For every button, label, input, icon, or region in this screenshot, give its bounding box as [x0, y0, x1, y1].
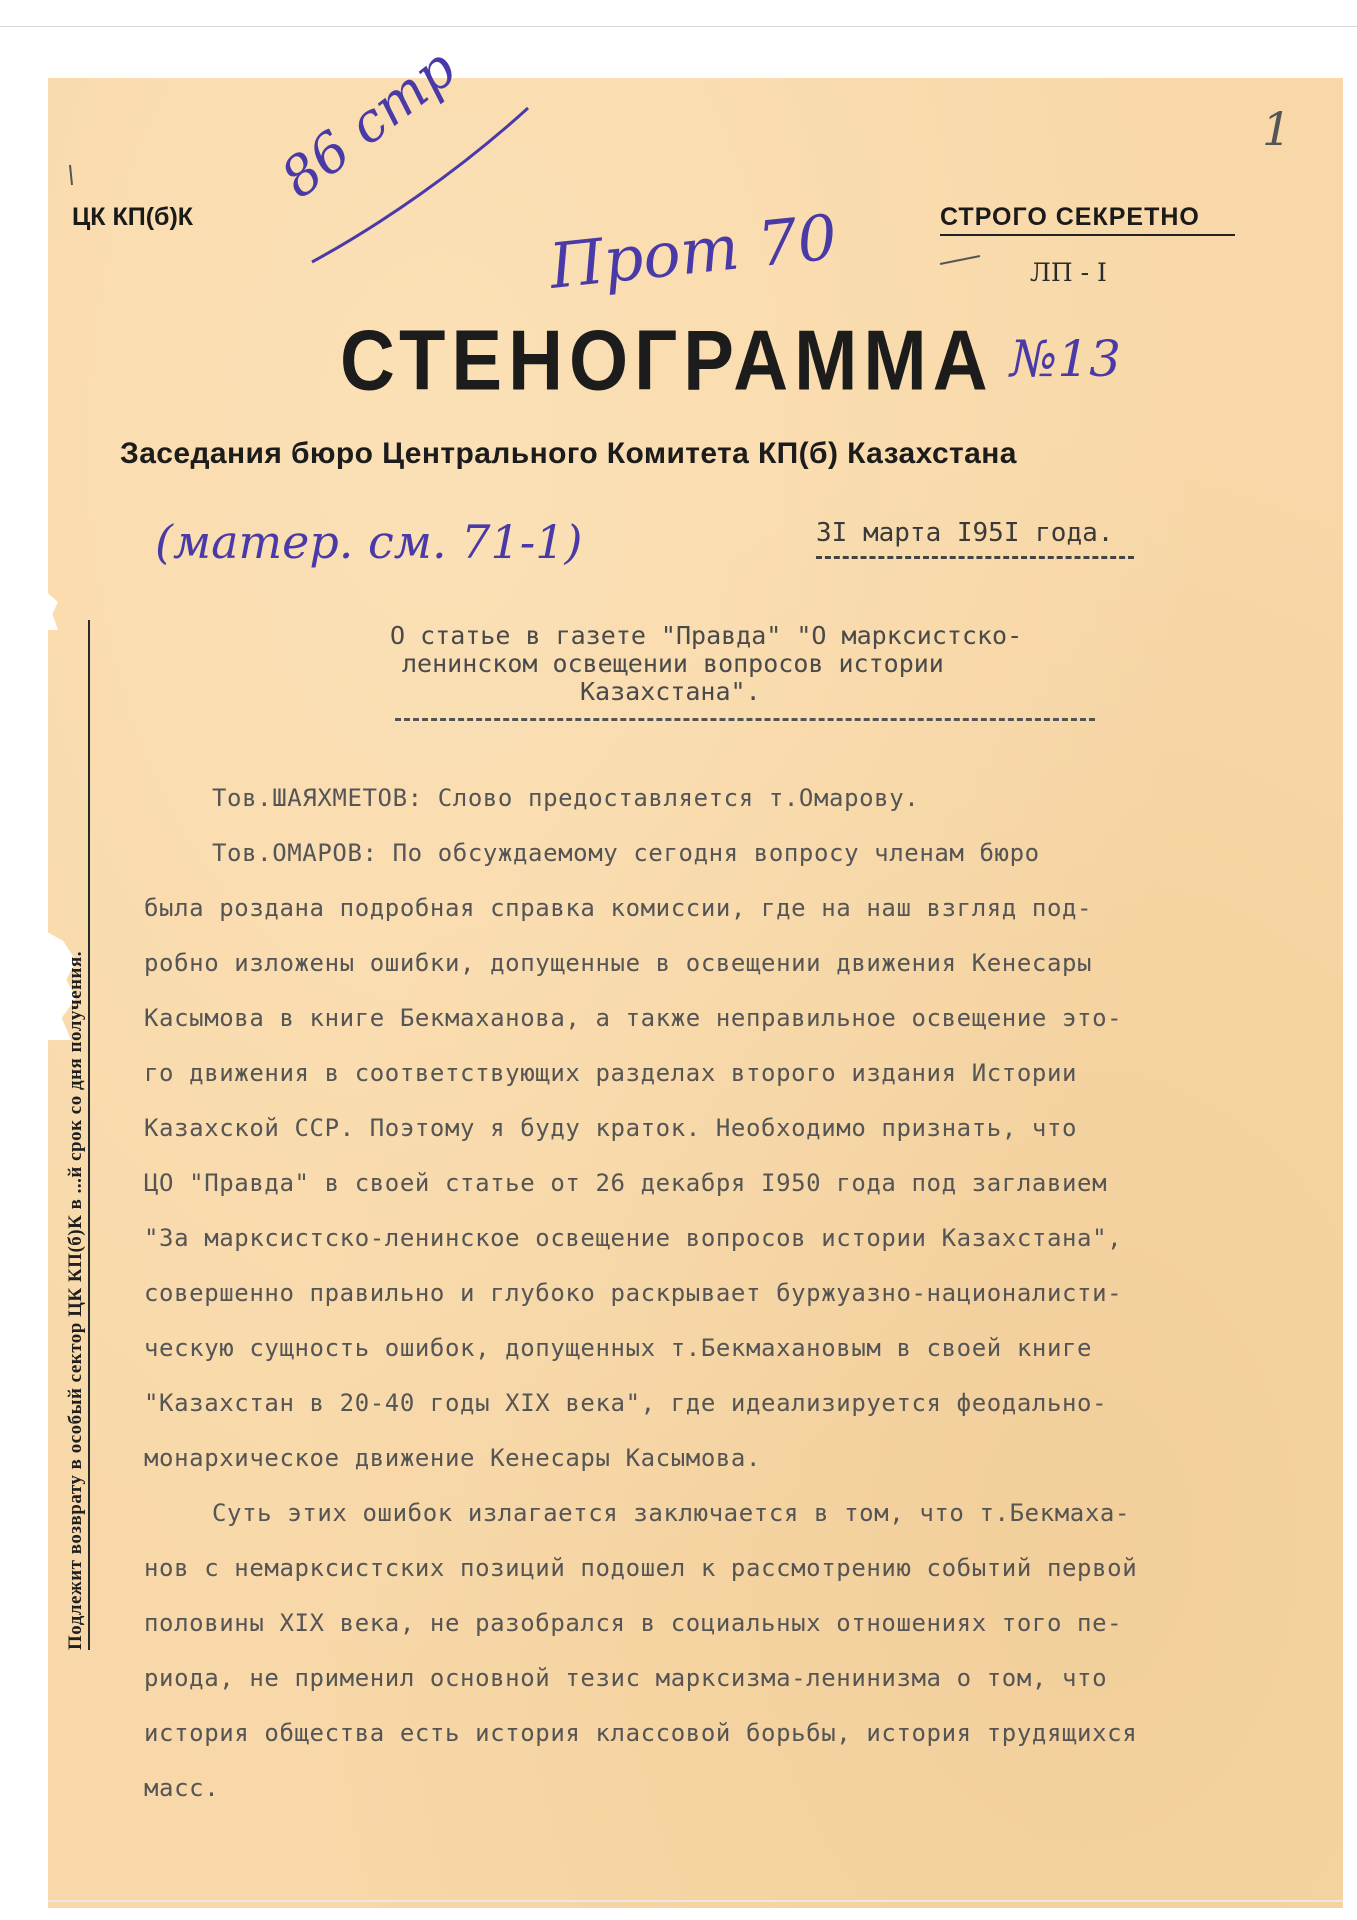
body-line: была роздана подробная справка комиссии, где на наш взгляд под-: [144, 894, 1093, 922]
body-line: Тов.ШАЯХМЕТОВ: Слово предоставляется т.Омарову.: [212, 784, 920, 812]
body-line: история общества есть история классовой борьбы, история трудящихся: [144, 1719, 1138, 1747]
body-line: Тов.ОМАРОВ: По обсуждаемому сегодня вопросу членам бюро: [212, 839, 1040, 867]
topic-line: Казахстана".: [580, 677, 761, 706]
body-line: "Казахстан в 20-40 годы XIX века", где идеализируется феодально-: [144, 1389, 1108, 1417]
handwritten-protocol: Прот 70: [545, 200, 841, 303]
body-line: совершенно правильно и глубоко раскрывает буржуазно-националисти-: [144, 1279, 1123, 1307]
body-line: ческую сущность ошибок, допущенных т.Бекмахановым в своей книге: [144, 1334, 1093, 1362]
body-line: риода, не применил основной тезис марксизма-ленинизма о том, что: [144, 1664, 1108, 1692]
document-date: 3I марта I95I года.: [816, 518, 1114, 548]
body-line: го движения в соответствующих разделах второго издания Истории: [144, 1059, 1078, 1087]
body-line: робно изложены ошибки, допущенные в освещении движения Кенесары: [144, 949, 1093, 977]
org-label: ЦК КП(б)К: [72, 203, 194, 231]
body-line: нов с немарксистских позиций подошел к рассмотрению событий первой: [144, 1554, 1138, 1582]
body-line: монархическое движение Кенесары Касымова.: [144, 1444, 762, 1472]
body-line: половины XIX века, не разобрался в социальных отношениях того пе-: [144, 1609, 1123, 1637]
body-line: Суть этих ошибок излагается заключается в том, что т.Бекмаха-: [212, 1499, 1131, 1527]
body-line: Касымова в книге Бекмаханова, а также неправильное освещение это-: [144, 1004, 1123, 1032]
classification-stamp: СТРОГО СЕКРЕТНО: [940, 203, 1200, 231]
document-title: СТЕНОГРАММА: [340, 313, 994, 409]
body-line: ЦО "Правда" в своей статье от 26 декабря I950 года под заглавием: [144, 1169, 1108, 1197]
margin-note: Подлежит возврату в особый сектор ЦК КП(б)К в ...й срок со дня получения.: [65, 951, 86, 1650]
handwritten-reference: (матер. см. 71-1): [155, 515, 583, 569]
body-line: Казахской ССР. Поэтому я буду краток. Необходимо признать, что: [144, 1114, 1078, 1142]
body-line: масс.: [144, 1774, 220, 1802]
topic-line: О статье в газете "Правда" "О марксистско-: [390, 621, 1023, 650]
sheet-number: 1: [1262, 102, 1292, 156]
document-subtitle: Заседания бюро Центрального Комитета КП(б) Казахстана: [120, 437, 1017, 470]
pen-mark: [940, 256, 980, 264]
topic-line: ленинском освещении вопросов истории: [402, 649, 944, 678]
handwritten-number: №13: [1010, 330, 1121, 388]
handwritten-page-count: 86 стр: [269, 36, 468, 211]
document-code: ЛП - I: [1030, 258, 1107, 287]
pen-mark: [70, 165, 72, 185]
body-line: "За марксистско-ленинское освещение вопросов истории Казахстана",: [144, 1224, 1123, 1252]
